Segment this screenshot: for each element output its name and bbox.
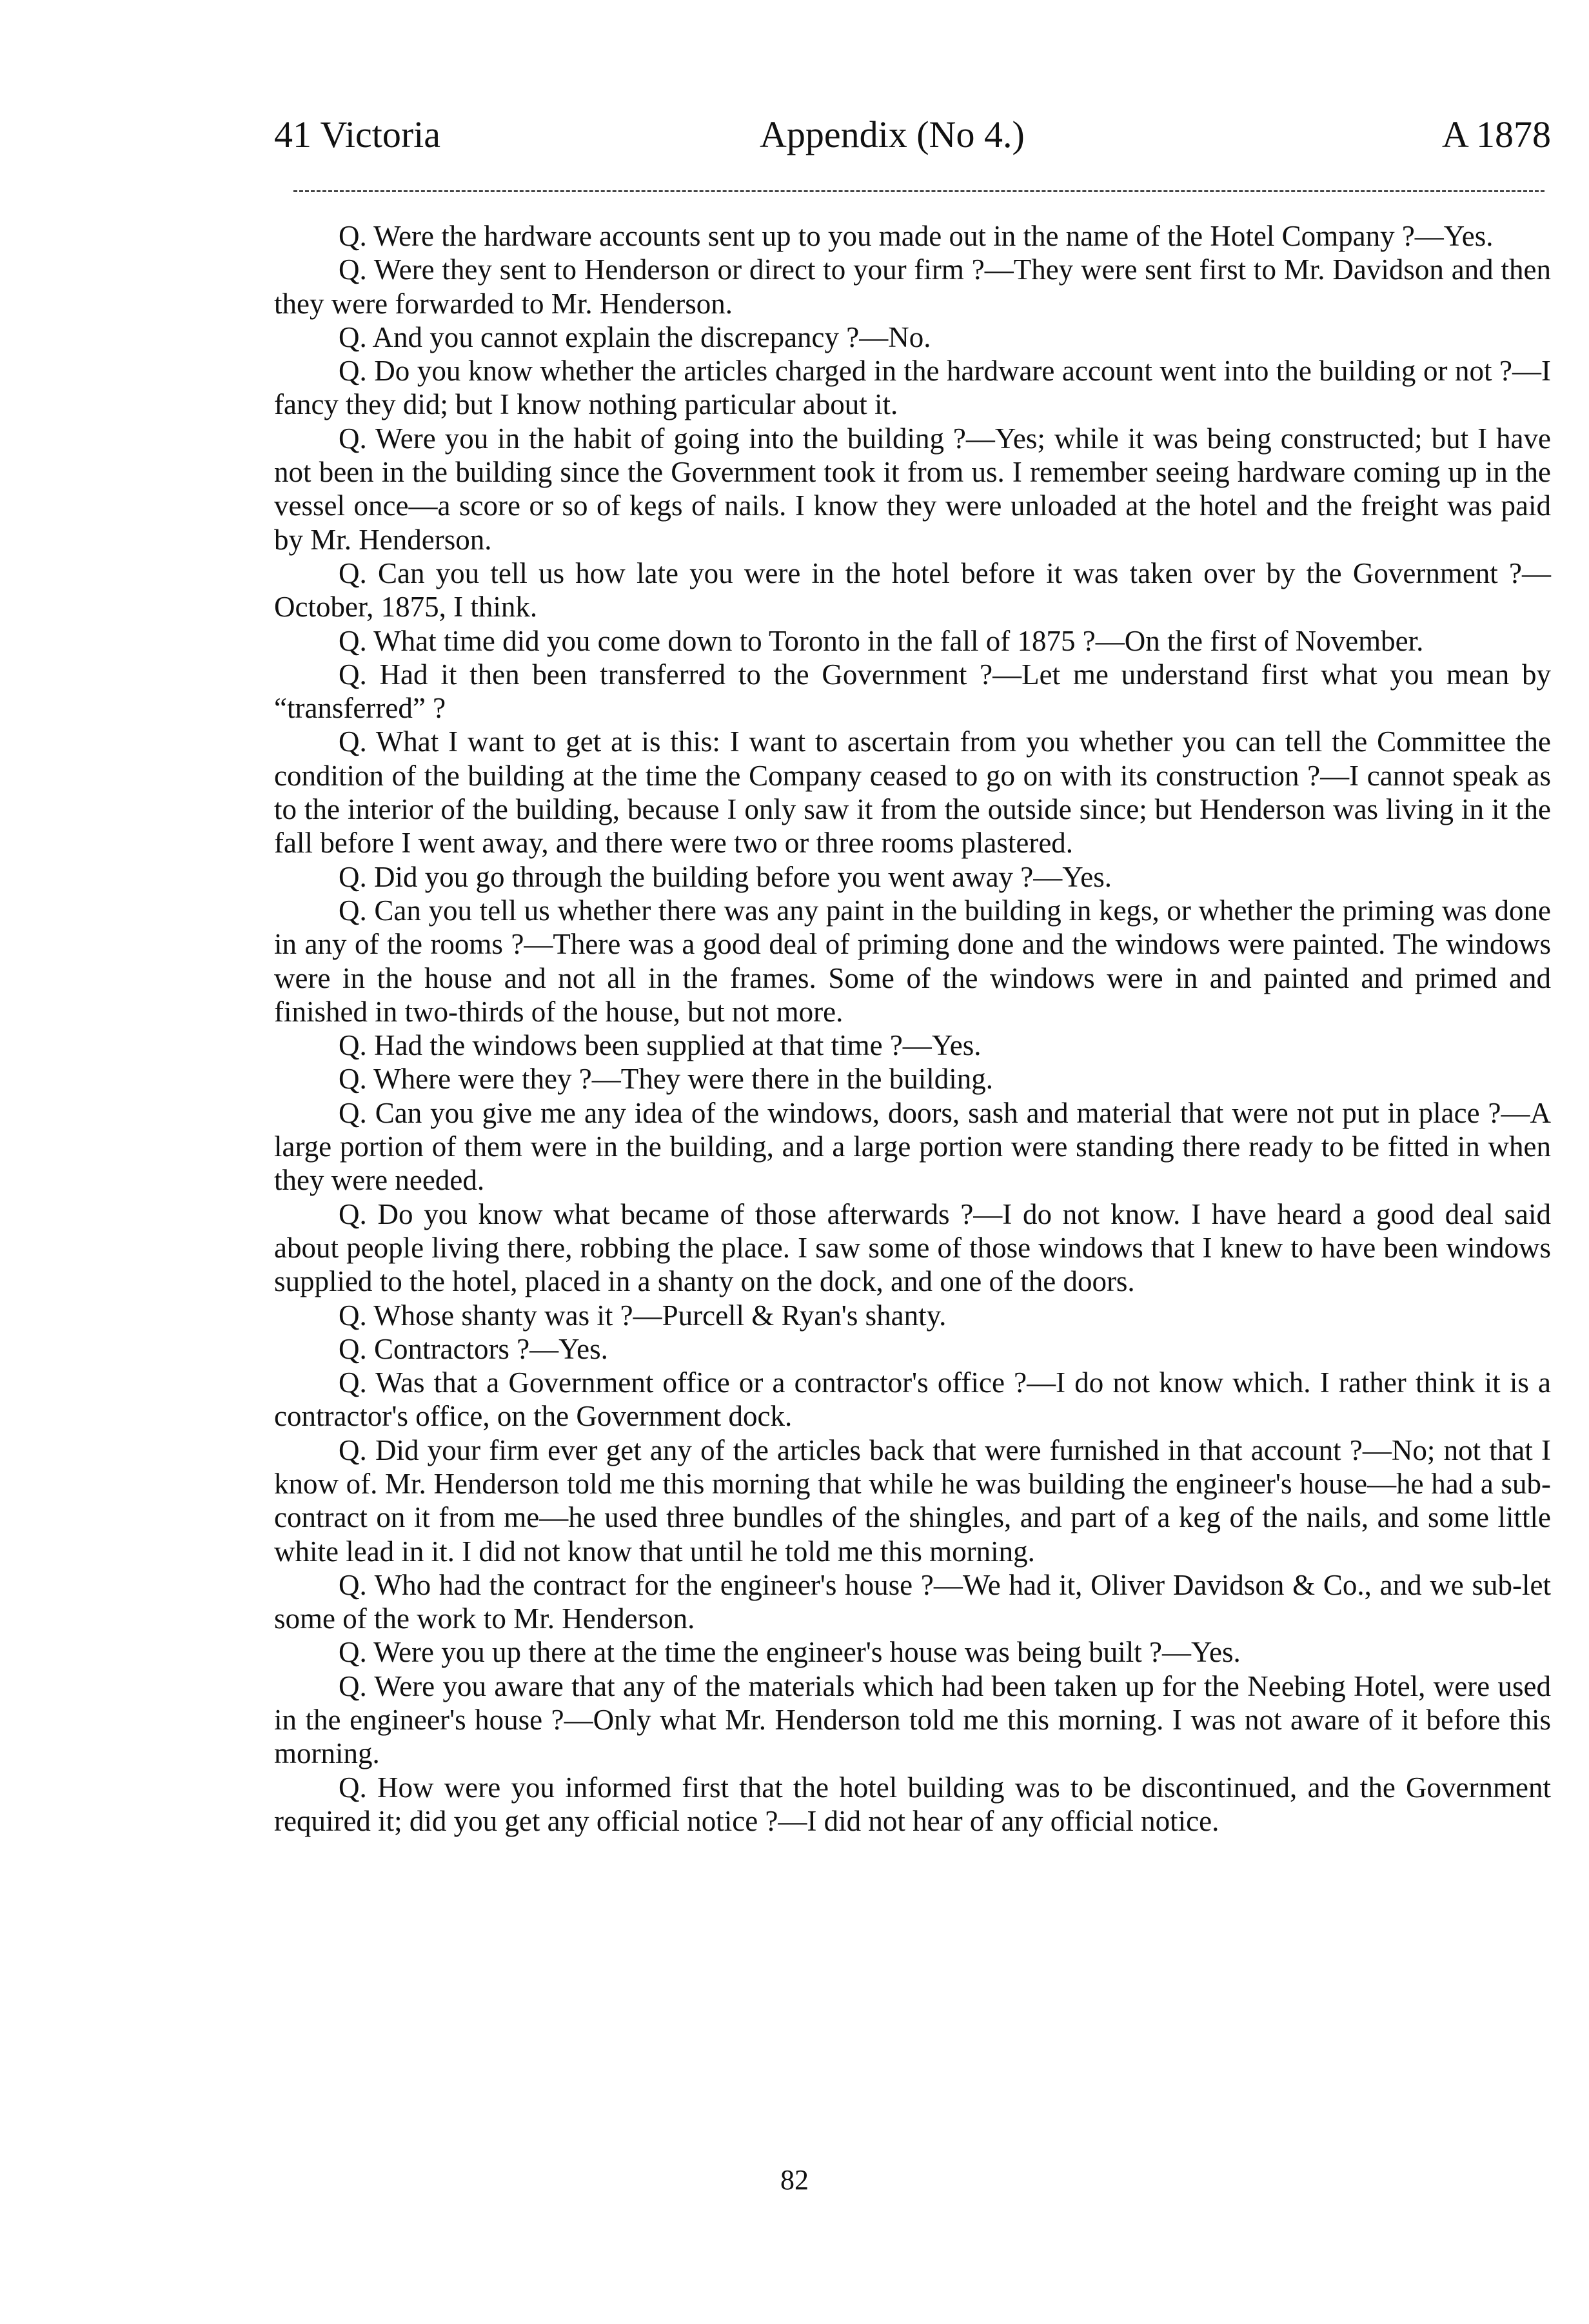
qa-paragraph: Q. Had it then been transferred to the Government ?—Let me understand first what you mean by “transferred” ? (274, 658, 1551, 725)
qa-paragraph: Q. Were the hardware accounts sent up to you made out in the name of the Hotel Company ?—Yes. (339, 220, 1494, 252)
page-header (274, 113, 1551, 164)
qa-paragraph: Q. Who had the contract for the engineer's house ?—We had it, Oliver Davidson & Co., and we sub-let some of the work to Mr. Henderson. (274, 1568, 1551, 1635)
qa-paragraph: Q. Whose shanty was it ?—Purcell & Ryan's shanty. (339, 1299, 947, 1332)
qa-paragraph: Q. Had the windows been supplied at that time ?—Yes. (339, 1029, 982, 1062)
qa-paragraph: Q. Contractors ?—Yes. (339, 1332, 608, 1365)
qa-paragraph: Q. Were they sent to Henderson or direct to your firm ?—They were sent first to Mr. Davidson and then they were forwarded to Mr. Henderson. (274, 253, 1551, 320)
header-appendix: Appendix (No 4.) (760, 113, 1025, 155)
qa-paragraph: Q. Was that a Government office or a contractor's office ?—I do not know which. I rather think it is a contractor's office, on the Government dock. (274, 1366, 1551, 1433)
qa-paragraph: Q. Were you in the habit of going into the building ?—Yes; while it was being constructed; but I have not been in the building since the Government took it from us. I remember seeing hardware coming up in the vessel once—a score or so of kegs of nails. I know they were unloaded at the hotel and the freight was paid by Mr. Henderson. (274, 422, 1551, 556)
qa-paragraph: Q. Can you tell us how late you were in the hotel before it was taken over by the Government ?—October, 1875, I think. (274, 556, 1551, 624)
header-rule (293, 190, 1545, 192)
testimony-body (274, 219, 1551, 1838)
qa-paragraph: Q. Can you tell us whether there was any paint in the building in kegs, or whether the priming was done in any of the rooms ?—There was a good deal of priming done and the windows were painted. The windows were in the house and not all in the frames. Some of the windows were in and painted and primed and finished in two-thirds of the house, but not more. (274, 894, 1551, 1028)
qa-paragraph: Q. Do you know what became of those afterwards ?—I do not know. I have heard a good deal said about people living there, robbing the place. I saw some of those windows that I knew to have been windows supplied to the hotel, placed in a shanty on the dock, and one of the doors. (274, 1197, 1551, 1298)
qa-paragraph: Q. What time did you come down to Toronto in the fall of 1875 ?—On the first of November. (339, 624, 1424, 657)
qa-paragraph: Q. And you cannot explain the discrepancy ?—No. (339, 320, 931, 353)
qa-paragraph: Q. Can you give me any idea of the windows, doors, sash and material that were not put in place ?—A large portion of them were in the building, and a large portion were standing there ready to be fitted in when they were needed. (274, 1096, 1551, 1197)
header-year: A 1878 (1441, 113, 1551, 155)
qa-paragraph: Q. Do you know whether the articles charged in the hardware account went into the building or not ?—I fancy they did; but I know nothing particular about it. (274, 355, 1551, 421)
qa-paragraph: Q. Were you up there at the time the engineer's house was being built ?—Yes. (339, 1636, 1241, 1669)
qa-paragraph: Q. How were you informed first that the hotel building was to be discontinued, and the Government required it; did you get any official notice ?—I did not hear of any official notice. (274, 1771, 1551, 1837)
qa-paragraph: Q. Where were they ?—They were there in the building. (339, 1063, 994, 1096)
qa-paragraph: Q. Did you go through the building before you went away ?—Yes. (339, 860, 1112, 893)
qa-paragraph: Q. Were you aware that any of the materials which had been taken up for the Neebing Hotel, were used in the engineer's house ?—Only what Mr. Henderson told me this morning. I was not aware of it before this morning. (274, 1669, 1551, 1770)
page-number: 82 (780, 2164, 809, 2196)
qa-paragraph: Q. Did your firm ever get any of the articles back that were furnished in that account ?—No; not that I know of. Mr. Henderson told me this morning that while he was building the engineer's house—he had a sub-contract on it from me—he used three bundles of the shingles, and part of a keg of the nails, and some little white lead in it. I did not know that until he told me this morning. (274, 1433, 1551, 1568)
qa-paragraph: Q. What I want to get at is this: I want to ascertain from you whether you can tell the Committee the condition of the building at the time the Company ceased to go on with its construction ?—I cannot speak as to the interior of the building, because I only saw it from the outside since; but Henderson was living in it the fall before I went away, and there were two or three rooms plastered. (274, 725, 1551, 860)
header-session: 41 Victoria (274, 113, 440, 155)
